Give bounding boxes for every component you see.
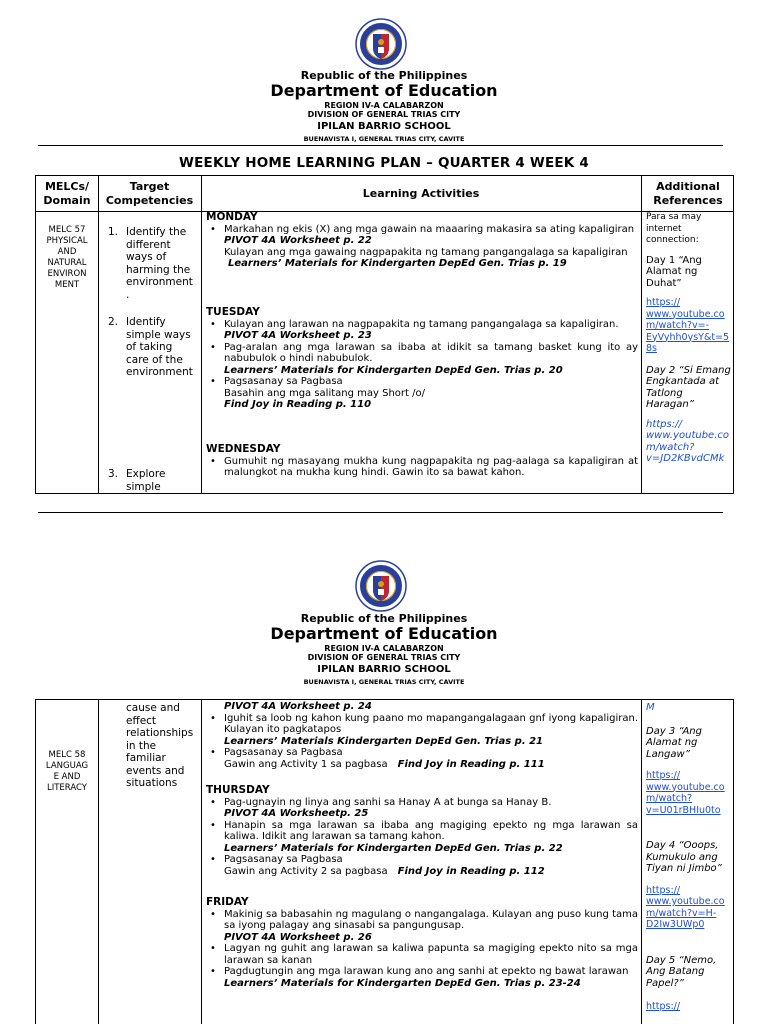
column-header-references: Additional References (653, 180, 723, 207)
deped-seal-icon (355, 560, 407, 612)
learning-plan-table (35, 175, 734, 494)
references-intro: Para sa may internet connection: (646, 212, 702, 245)
melc-58: MELC 58 LANGUAG E AND LITERACY (45, 750, 89, 793)
activity-item: • Makinig sa babasahin ng magulang o nangangalaga. Kulayan ang puso kung tama sa iyong palagay ang sinasabi sa pangungusap. (210, 908, 638, 931)
column-divider (98, 700, 99, 1024)
column-header-melc: MELCs/ Domain (43, 180, 91, 207)
region-line: REGION IV-A CALABARZON (324, 101, 444, 110)
day-heading: TUESDAY (206, 306, 260, 318)
activity-item: • Lagyan ng guhit ang larawan sa kaliwa papunta sa magiging epekto nito sa mga larawan sa kanan (210, 943, 638, 966)
activity-item: • Pag-ugnayin ng linya ang sanhi sa Hanay A at bunga sa Hanay B. (210, 796, 552, 808)
tuesday-activities: TUESDAY • Kulayan ang larawan na nagpapakita ng tamang pangangalaga sa kapaligiran. PIVOT 4A Worksheet p. 23 • Pag-aralan ang mga larawan sa ibaba at idikit sa tamang basket kung ito ay nabubulok o hindi nabubulok. Learners’ Materials for Kindergarten DepEd Gen. Trias p. 20 • Pagsasanay sa Pagbasa Basahin ang mga salitang may Short /o/ Find Joy in Reading p. 110 (206, 306, 638, 410)
header-divider (38, 145, 723, 146)
activity-item: • Hanapin sa mga larawan sa ibaba ang magiging epekto ng mga larawan sa kaliwa. Idikit ang larawan sa tamang kahon. (210, 819, 638, 842)
monday-activities: MONDAY • Markahan ng ekis (X) ang mga gawain na maaaring makasira sa ating kapaligiran PIVOT 4A Worksheet p. 22 Kulayan ang mga gawaing nagpapakita ng tamang pangangalaga sa kapaligiran Learners’ Materials for Kindergarten DepEd Gen. Trias p. 19 (206, 212, 638, 270)
competency-3-continued: cause and effect relationships in the familiar events and situations (126, 702, 194, 789)
youtube-link-day-2[interactable]: https:// www.youtube.co m/watch? v=JD2KBvdCMk (646, 418, 730, 464)
thursday-activities: THURSDAY • Pag-ugnayin ng linya ang sanhi sa Hanay A at bunga sa Hanay B. PIVOT 4A Worksheetp. 25 • Hanapin sa mga larawan sa ibaba ang magiging epekto ng mga larawan sa kaliwa. Idikit ang larawan sa tamang kahon. Learners’ Materials for Kindergarten DepEd Gen. Trias p. 22 • Pagsasanay sa Pagbasa Gawin ang Activity 2 sa pagbasa Find Joy in Reading p. 112 (206, 784, 638, 877)
column-divider (641, 176, 642, 493)
story-day-5: Day 5 “Nemo, Ang Batang Papel?” (646, 954, 717, 989)
day-heading: FRIDAY (206, 896, 249, 908)
youtube-link-day-1[interactable]: https:// www.youtube.co m/watch?v=- EyVyhh0ysY&t=5 8s (646, 297, 730, 354)
wednesday-activities-continued: PIVOT 4A Worksheet p. 24 • Iguhit sa loob ng kahon kung paano mo mapangangalagaan gnf iyong kapaligiran. Kulayan ito pagkatapos Learners’ Materials Kindergarten DepEd Gen. Trias p. 21 • Pagsasanay sa Pagbasa Gawin ang Activity 1 sa pagbasa Find Joy in Reading p. 111 (206, 701, 638, 770)
friday-activities: FRIDAY • Makinig sa babasahin ng magulang o nangangalaga. Kulayan ang puso kung tama sa iyong palagay ang sinasabi sa pangungusap. PIVOT 4A Worksheet p. 26 • Lagyan ng guhit ang larawan sa kaliwa papunta sa magiging epekto nito sa mga larawan sa kanan • Pagdugtungin ang mga larawan kung ano ang sanhi at epekto ng bawat larawan Learners’ Materials for Kindergarten DepEd Gen. Trias p. 23-24 (206, 896, 638, 989)
school-name: IPILAN BARRIO SCHOOL (317, 121, 451, 132)
additional-references-continued (646, 702, 733, 1013)
day-heading: WEDNESDAY (206, 443, 281, 455)
page-2 (0, 556, 768, 1024)
competency-2: 2. Identify simple ways of taking care of the environment (108, 316, 193, 378)
competency-1: 1. Identify the different ways of harming the environment . (108, 226, 193, 301)
activity-item: • Iguhit sa loob ng kahon kung paano mo mapangangalagaan gnf iyong kapaligiran. Kulayan ito pagkatapos (210, 712, 638, 735)
youtube-link-day-5[interactable]: https:// (646, 1001, 681, 1012)
activity-item: • Gumuhit ng masayang mukha kung nagpapakita ng pag-aalaga sa kapaligiran at malungkot na mukha kung hindi. Gawin ito sa bawat kahon. (210, 455, 638, 478)
department-name: Department of Education (270, 624, 498, 643)
school-name: IPILAN BARRIO SCHOOL (317, 664, 451, 675)
wednesday-activities (206, 444, 638, 479)
column-divider (641, 700, 642, 1024)
activity-item: • Pagsasanay sa Pagbasa (210, 854, 343, 865)
activity-item: • Pagsasanay sa Pagbasa (210, 747, 343, 758)
school-address: BUENAVISTA I, GENERAL TRIAS CITY, CAVITE (303, 678, 465, 686)
activity-item: • Pagsasanay sa Pagbasa (210, 376, 343, 387)
school-address: BUENAVISTA I, GENERAL TRIAS CITY, CAVITE (303, 135, 465, 143)
republic-line: Republic of the Philippines (300, 612, 468, 625)
day-heading: THURSDAY (206, 784, 270, 796)
melc-57: MELC 57 PHYSICAL AND NATURAL ENVIRON MENT (46, 225, 88, 290)
column-header-target: Target Competencies (105, 180, 194, 207)
division-line: DIVISION OF GENERAL TRIAS CITY (307, 110, 461, 119)
competency-3: 3. Explore simple (108, 468, 166, 493)
activity-item: • Pag-aralan ang mga larawan sa ibaba at idikit sa tamang basket kung ito ay nabubulok o hindi nabubulok. (210, 341, 638, 364)
column-divider (98, 176, 99, 493)
story-day-4: Day 4 “Ooops, Kumukulo ang Tiyan ni Jimbo” (646, 840, 722, 874)
activity-item: • Kulayan ang larawan na nagpapakita ng tamang pangangalaga sa kapaligiran. (210, 318, 619, 330)
story-day-3: Day 3 “Ang Alamat ng Langaw” (646, 725, 702, 760)
deped-seal-icon (355, 18, 407, 70)
additional-references (646, 212, 733, 465)
department-name: Department of Education (270, 81, 498, 100)
story-day-2: Day 2 “Si Emang Engkantada at Tatlong Haragan” (646, 364, 731, 410)
plan-title: WEEKLY HOME LEARNING PLAN – QUARTER 4 WEEK 4 (179, 155, 589, 171)
youtube-link-day-3[interactable]: https:// www.youtube.co m/watch? v=U01rBHIu0to (646, 770, 725, 816)
activity-item: • Pagdugtungin ang mga larawan kung ano ang sanhi at epekto ng bawat larawan (210, 966, 629, 977)
youtube-link-day-4[interactable]: https:// www.youtube.co m/watch?v=H- D2Iw3UWp0 (646, 884, 725, 930)
page-divider (38, 512, 723, 513)
youtube-link-day-2-end[interactable]: M (646, 702, 655, 713)
day-heading: MONDAY (206, 211, 258, 223)
region-line: REGION IV-A CALABARZON (324, 644, 444, 653)
republic-line: Republic of the Philippines (300, 69, 468, 82)
activity-item: • Markahan ng ekis (X) ang mga gawain na maaaring makasira sa ating kapaligiran (210, 223, 635, 235)
column-header-activities: Learning Activities (362, 187, 480, 200)
division-line: DIVISION OF GENERAL TRIAS CITY (307, 653, 461, 662)
story-day-1: Day 1 “Ang Alamat ng Duhat” (646, 254, 702, 289)
learning-plan-table-continued (35, 699, 734, 1024)
